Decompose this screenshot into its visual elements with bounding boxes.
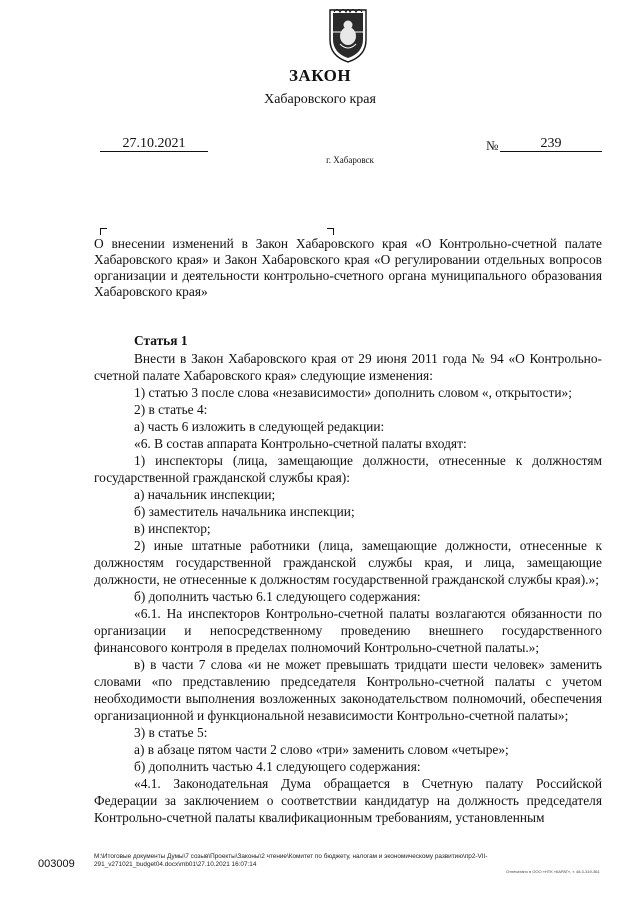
body-paragraph: а) начальник инспекции; [134,487,276,502]
law-body [94,332,602,826]
law-date: 27.10.2021 [100,136,208,152]
body-paragraph: а) в абзаце пятом части 2 слово «три» заменить словом «четыре»; [134,742,509,757]
body-paragraph: б) дополнить частью 6.1 следующего содержания: [134,589,421,604]
body-paragraph: «6. В состав аппарата Контрольно-счетной палаты входят: [134,436,467,451]
body-paragraph: 1) инспекторы (лица, замещающие должности, отнесенные к должностям государственной гражданской службы края): [94,453,602,485]
heading-corner-mark-right [327,228,334,235]
document-title: ЗАКОН [288,66,352,85]
footer-printer-note: Отпечатано в ООО «НТК «КАРАТ», т. 48.3-319-361 [506,869,600,874]
law-number-label: № [486,138,499,153]
body-paragraph: б) заместитель начальника инспекции; [134,504,355,519]
body-paragraph: а) часть 6 изложить в следующей редакции: [134,419,385,434]
body-paragraph: 2) в статье 4: [134,402,208,417]
document-subtitle: Хабаровского края [264,92,376,107]
heading-corner-mark-left [100,228,107,235]
coat-of-arms-emblem [326,6,370,64]
article-title: Статья 1 [134,333,188,348]
body-paragraph: 1) статью 3 после слова «независимости» дополнить словом «, открытости»; [134,385,572,400]
law-number: 239 [500,136,602,152]
law-heading: О внесении изменений в Закон Хабаровского края «О Контрольно-счетной палате Хабаровского края» и Закон Хабаровского края «О регулировании отдельных вопросов организации и деятельности контрольно-счетного органа муниципального образования Хабаровского края» [94,236,602,299]
body-paragraph: в) инспектор; [134,521,211,536]
body-paragraph: «6.1. На инспекторов Контрольно-счетной палаты возлагаются обязанности по организации и непосредственному проведению внешнего государственного финансового контроля в пределах полномочий Контрольно-счетной палаты.»; [94,606,602,655]
body-paragraph: б) дополнить частью 4.1 следующего содержания: [134,759,421,774]
body-paragraph: Внести в Закон Хабаровского края от 29 июня 2011 года № 94 «О Контрольно-счетной палате Хабаровского края» следующие изменения: [94,351,602,383]
city-name: г. Хабаровск [326,155,374,165]
body-paragraph: 3) в статье 5: [134,725,208,740]
footer-file-path: M:\Итоговые документы Думы\7 созыв\Проекты\Законы\2 чтение\Комитет по бюджету, налогам и экономическому развитию\пр2-VII-291_v271021_budget04.docx\mb01\27.10.2021 16:07:14 [94,853,488,868]
body-paragraph: «4.1. Законодательная Дума обращается в Счетную палату Российской Федерации за заключением о соответствии кандидатур на должность председателя Контрольно-счетной палаты квалификационным требованиям, установленным [94,776,602,825]
footer-document-id: 003009 [38,858,75,870]
body-paragraph: 2) иные штатные работники (лица, замещающие должности, отнесенные к должностям государственной гражданской службы края, и лица, замещающие должности, не отнесенные к должностям государственной гражданской службы края).»; [94,538,602,587]
body-paragraph: в) в части 7 слова «и не может превышать тридцати шести человек» заменить словами «по представлению председателя Контрольно-счетной палаты с учетом необходимости выполнения возложенных законодательством полномочий, обеспечения организационной и функциональной независимости Контрольно-счетной палаты»; [94,657,602,723]
